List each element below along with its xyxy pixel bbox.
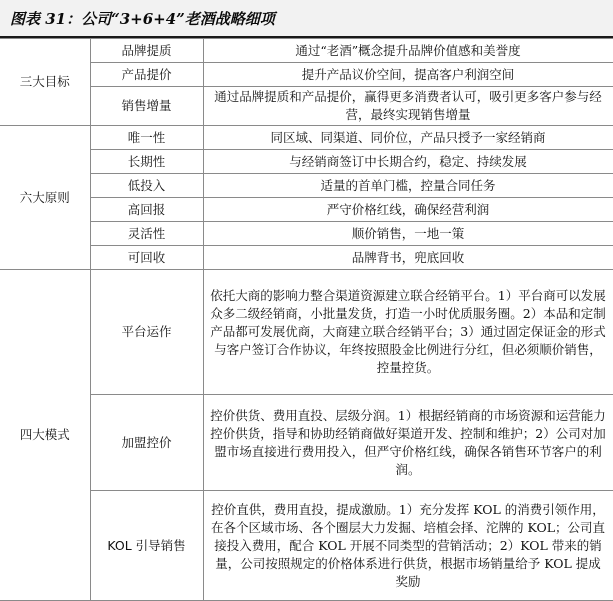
row-description: 控价直供，费用直投，提成激励。1）充分发挥 KOL 的消费引领作用，在各个区域市场、各个圈层大力发掘、培植会择、沱牌的 KOL；公司直接投入费用，配合 KOL 开展不同类型的营销活动；2）KOL 带来的销量，公司按照规定的价格体系进行供货，根据市场销量给予 KOL 提成奖励 [203,491,613,601]
table-row [0,87,613,126]
row-label: 低投入 [90,174,203,198]
table-row [0,222,613,246]
table-row [0,150,613,174]
row-description: 顺价销售，一地一策 [203,222,613,246]
row-description: 依托大商的影响力整合渠道资源建立联合经销平台。1）平台商可以发展众多二级经销商，小批量发货，打造一小时优质服务圈。2）本品和定制产品都可发展优商，大商建立联合经销平台；3）通过固定保证金的形式与客户签订合作协议，年终按照股金比例进行分红，但必须顺价销售，控量控货。 [203,270,613,395]
strategy-table [0,38,613,601]
table-row [0,126,613,150]
row-description: 通过品牌提质和产品提价，赢得更多消费者认可，吸引更多客户参与经营，最终实现销售增量 [203,87,613,126]
row-label: 长期性 [90,150,203,174]
row-description: 与经销商签订中长期合约，稳定、持续发展 [203,150,613,174]
row-description: 控价供货、费用直投、层级分润。1）根据经销商的市场资源和运营能力控价供货，指导和协助经销商做好渠道开发、控制和维护；2）公司对加盟市场直接进行费用投入，但严守价格红线，确保各销售环节客户的利润。 [203,395,613,491]
row-label: 加盟控价 [90,395,203,491]
table-row [0,198,613,222]
title-bar [0,0,613,38]
row-description: 通过“老酒”概念提升品牌价值感和美誉度 [203,39,613,63]
table-row [0,174,613,198]
group-label-goals: 三大目标 [0,39,90,126]
row-label: 产品提价 [90,63,203,87]
row-label: 灵活性 [90,222,203,246]
table-row [0,270,613,395]
table-row [0,63,613,87]
figure-title: 图表 31：公司“3+6+4”老酒战略细项 [10,10,275,28]
row-label: 唯一性 [90,126,203,150]
row-description: 品牌背书，兜底回收 [203,246,613,270]
row-description: 提升产品议价空间，提高客户利润空间 [203,63,613,87]
row-description: 同区域、同渠道、同价位，产品只授予一家经销商 [203,126,613,150]
row-label: 品牌提质 [90,39,203,63]
row-description: 适量的首单门槛，控量合同任务 [203,174,613,198]
table-row [0,491,613,601]
table-row [0,246,613,270]
row-label: 销售增量 [90,87,203,126]
table-row [0,395,613,491]
row-label: 可回收 [90,246,203,270]
table-row [0,39,613,63]
row-label: 平台运作 [90,270,203,395]
row-label: 高回报 [90,198,203,222]
group-label-models: 四大模式 [0,270,90,601]
row-label: KOL 引导销售 [90,491,203,601]
row-description: 严守价格红线，确保经营利润 [203,198,613,222]
group-label-principles: 六大原则 [0,126,90,270]
